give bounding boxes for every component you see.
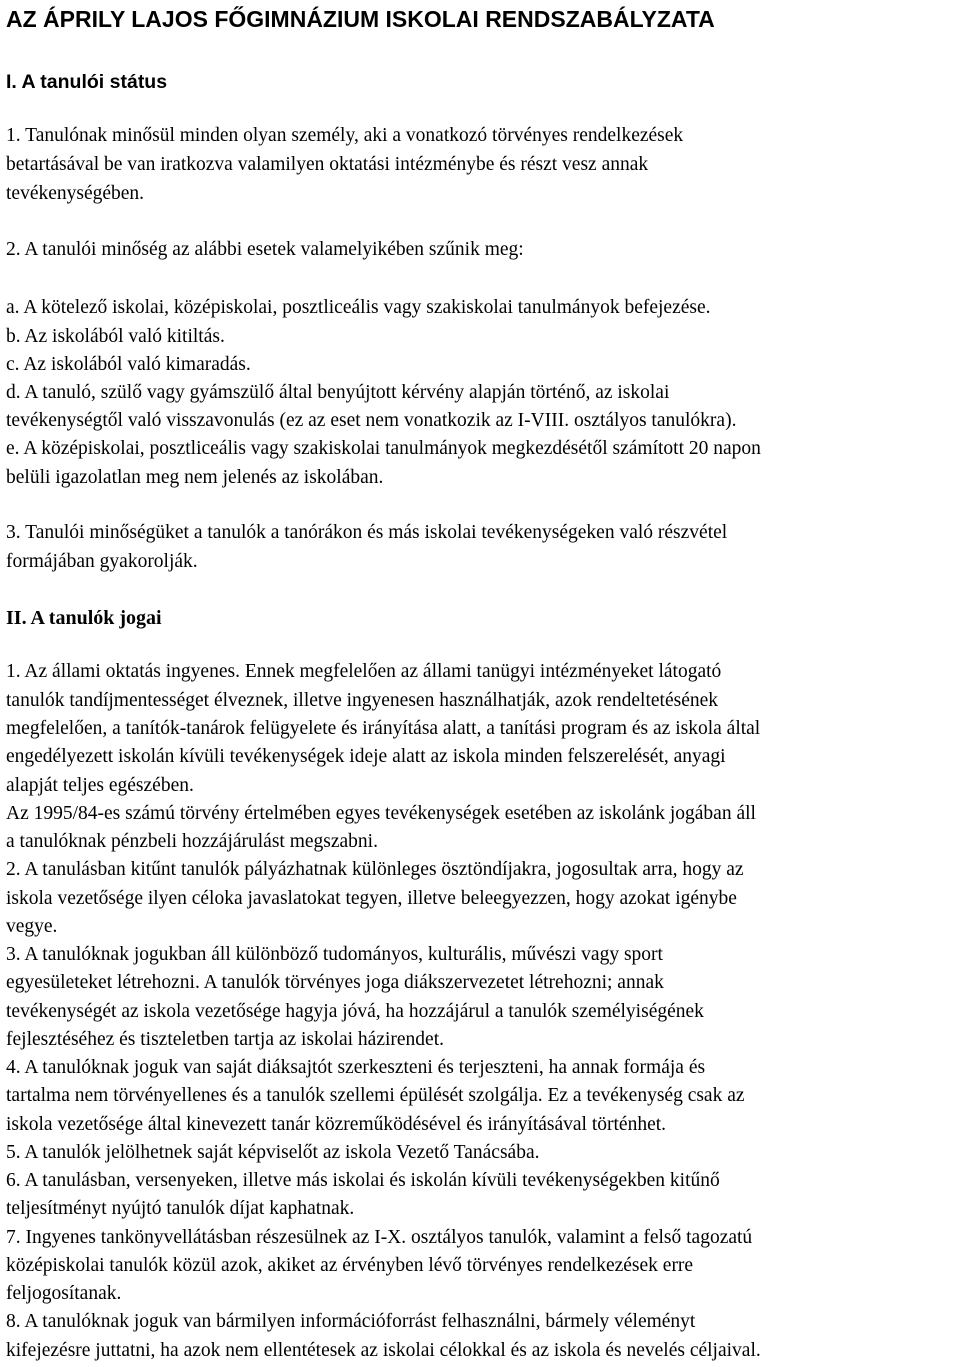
paragraph-line: 8. A tanulóknak joguk van bármilyen információforrást felhasználni, bármely véleményt (6, 1311, 696, 1332)
paragraph-line: iskola vezetősége ilyen céloka javaslatokat tegyen, illetve beleegyezzen, hogy azokat igénybe (6, 888, 737, 909)
paragraph-line: középiskolai tanulók közül azok, akiket az érvényben lévő törvényes rendelkezések erre (6, 1255, 694, 1276)
paragraph-line: iskola vezetősége által kinevezett tanár közreműködésével és irányításával történhet. (6, 1114, 667, 1135)
section-heading-tanuloi-status: I. A tanulói státus (6, 71, 168, 93)
paragraph-line: 3. A tanulóknak jogukban áll különböző tudományos, kulturális, művészi vagy sport (6, 944, 663, 965)
paragraph-line: betartásával be van iratkozva valamilyen oktatási intézménybe és részt vesz annak (6, 154, 649, 175)
paragraph-line: tartalma nem törvényellenes és a tanulók szellemi épülését szolgálja. Ez a tevékenység csak az (6, 1085, 745, 1106)
section-heading-tanulok-jogai: II. A tanulók jogai (6, 607, 162, 629)
paragraph-line: tevékenységében. (6, 183, 145, 204)
paragraph-line: 6. A tanulásban, versenyeken, illetve más iskolai és iskolán kívüli tevékenységekben kitűnő (6, 1170, 720, 1191)
paragraph-line: 1. Tanulónak minősül minden olyan személy, aki a vonatkozó törvényes rendelkezések (6, 125, 684, 146)
paragraph-line: kifejezésre juttatni, ha azok nem ellentétesek az iskolai célokkal és az iskola és nevelés céljaival. (6, 1340, 761, 1361)
paragraph-line: 3. Tanulói minőségüket a tanulók a tanórákon és más iskolai tevékenységeken való részvétel (6, 522, 728, 543)
paragraph-line: vegye. (6, 916, 58, 937)
paragraph-line: 2. A tanulói minőség az alábbi esetek valamelyikében szűnik meg: (6, 239, 524, 260)
list-item: b. Az iskolából való kitiltás. (6, 326, 225, 347)
list-item: e. A középiskolai, posztliceális vagy szakiskolai tanulmányok megkezdésétől számított 20 napon (6, 438, 761, 459)
paragraph-line: 5. A tanulók jelölhetnek saját képviselőt az iskola Vezető Tanácsába. (6, 1142, 540, 1163)
list-item: c. Az iskolából való kimaradás. (6, 354, 251, 375)
paragraph-line: tevékenységét az iskola vezetősége hagyja jóvá, ha hozzájárul a tanulók személyiségének (6, 1001, 704, 1022)
list-item: tevékenységtől való visszavonulás (ez az eset nem vonatkozik az I-VIII. osztályos tanulókra). (6, 410, 737, 431)
paragraph-line: Az 1995/84-es számú törvény értelmében egyes tevékenységek esetében az iskolánk jogában áll (6, 803, 756, 824)
list-item: d. A tanuló, szülő vagy gyámszülő által benyújtott kérvény alapján történő, az iskolai (6, 382, 670, 403)
paragraph-line: teljesítményt nyújtó tanulók díjat kaphatnak. (6, 1198, 355, 1219)
paragraph-line: fejlesztéséhez és tiszteletben tartja az iskolai házirendet. (6, 1029, 444, 1050)
paragraph-line: egyesületeket létrehozni. A tanulók törvényes joga diákszervezetet létrehozni; annak (6, 972, 664, 993)
paragraph-line: 4. A tanulóknak joguk van saját diáksajtót szerkeszteni és terjeszteni, ha annak formája és (6, 1057, 706, 1078)
paragraph-line: formájában gyakorolják. (6, 551, 198, 572)
paragraph-line: a tanulóknak pénzbeli hozzájárulást megszabni. (6, 831, 378, 852)
list-item: belüli igazolatlan meg nem jelenés az iskolában. (6, 467, 384, 488)
paragraph-line: 2. A tanulásban kitűnt tanulók pályázhatnak különleges ösztöndíjakra, jogosultak arra, hogy az (6, 859, 744, 880)
paragraph-line: engedélyezett iskolán kívüli tevékenységek ideje alatt az iskola minden felszerelését, anyagi (6, 746, 726, 767)
paragraph-line: megfelelően, a tanítók-tanárok felügyelete és irányítása alatt, a tanítási program és az iskola által (6, 718, 761, 739)
paragraph-line: feljogosítanak. (6, 1283, 122, 1304)
list-item: a. A kötelező iskolai, középiskolai, posztliceális vagy szakiskolai tanulmányok befejezése. (6, 297, 711, 318)
paragraph-line: alapját teljes egészében. (6, 775, 194, 796)
document-title: AZ ÁPRILY LAJOS FŐGIMNÁZIUM ISKOLAI RENDSZABÁLYZATA (6, 6, 715, 32)
paragraph-line: 7. Ingyenes tankönyvellátásban részesülnek az I-X. osztályos tanulók, valamint a felső tagozatú (6, 1227, 753, 1248)
paragraph-line: 1. Az állami oktatás ingyenes. Ennek megfelelően az állami tanügyi intézményeket látogató (6, 661, 722, 682)
paragraph-line: tanulók tandíjmentességet élveznek, illetve ingyenesen használhatják, azok rendeltetésének (6, 690, 719, 711)
